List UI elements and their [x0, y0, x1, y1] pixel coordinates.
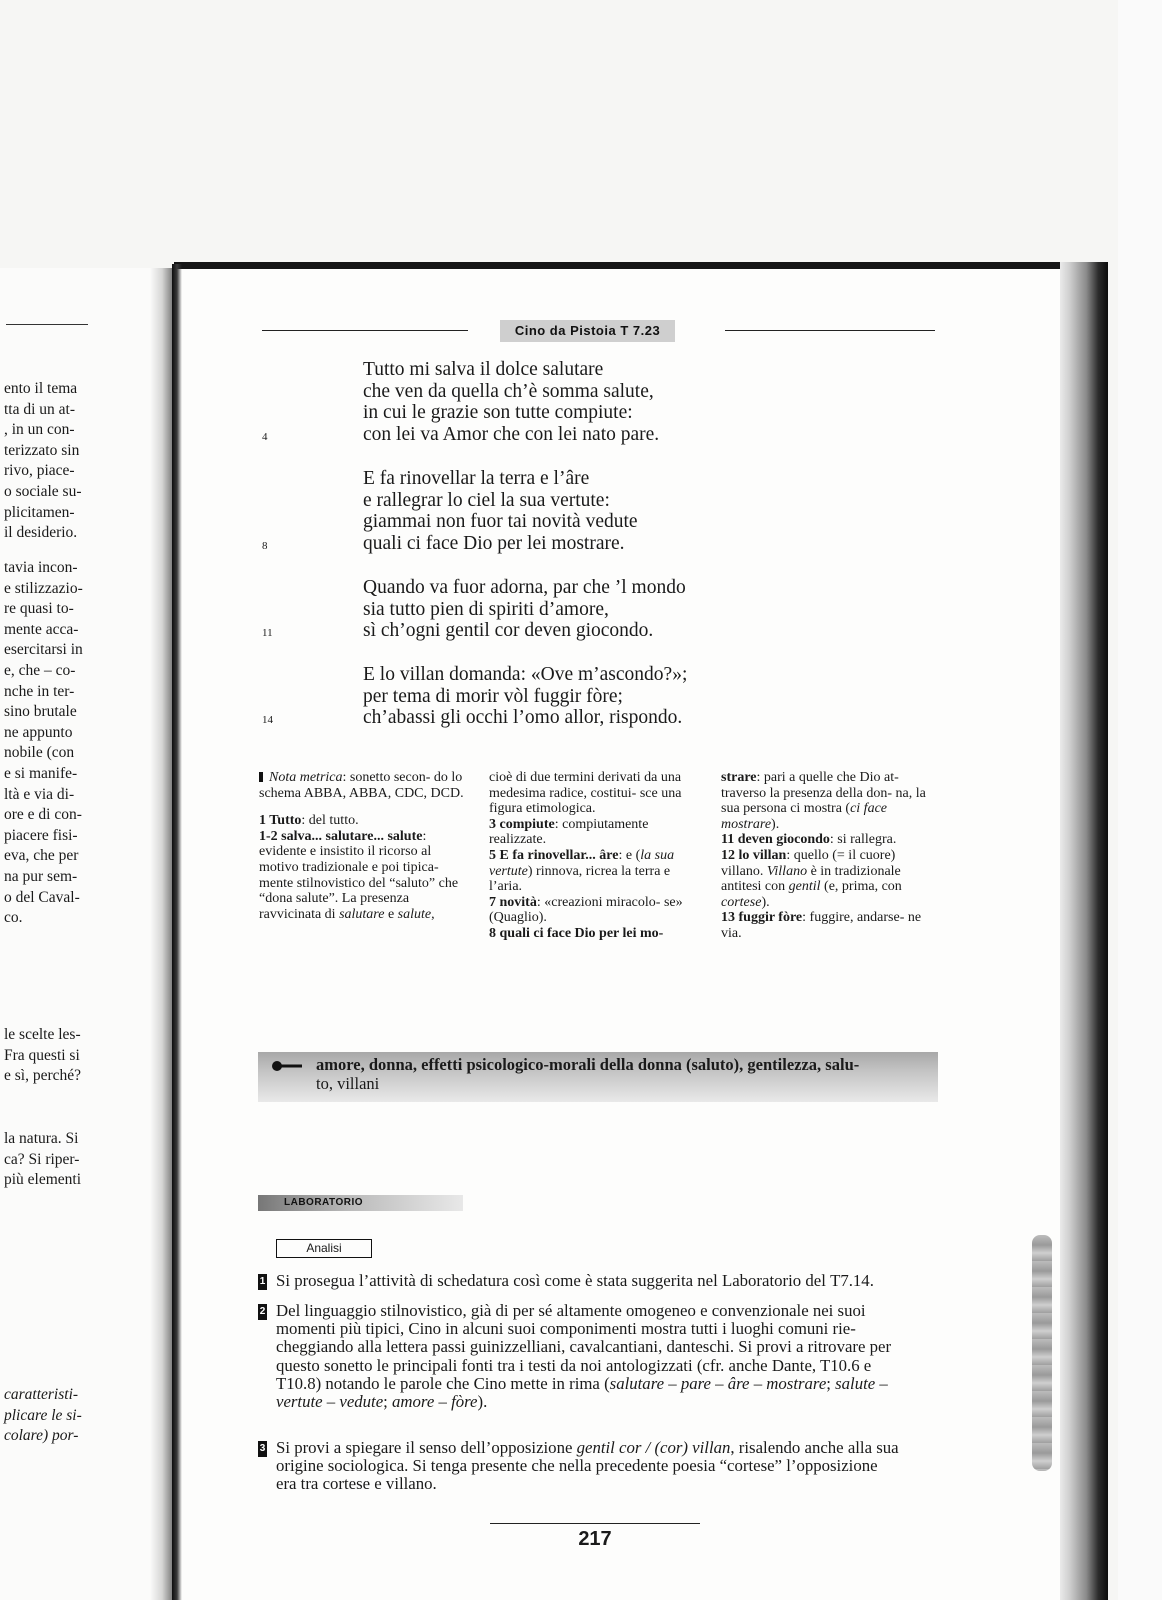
- left-page-line: nobile (con: [4, 744, 75, 762]
- laboratorio-title: LABORATORIO: [258, 1195, 463, 1211]
- left-page-line: na pur sem-: [4, 867, 78, 885]
- text-reference: T7.14: [830, 1271, 870, 1290]
- analisi-section-label: Analisi: [276, 1239, 372, 1258]
- notes-column-1: [259, 770, 466, 922]
- poem-verse: che ven da quella ch’è somma salute,: [363, 380, 654, 402]
- poem-verse: quali ci face Dio per lei mostrare.: [363, 532, 625, 554]
- left-page-line: e, che – co-: [4, 661, 76, 679]
- note-term: 11 deven giocondo: [721, 832, 830, 848]
- note-text: : quello (= il cuore) villano.: [721, 847, 896, 879]
- exercise-text: Del linguaggio stilnovistico, già di per sé altamente omogeneo e convenzionale nei suoi: [276, 1301, 866, 1320]
- note-term: 7 novità: [489, 894, 537, 910]
- left-page-line: le scelte les-: [4, 1026, 81, 1043]
- note-text: : e (: [618, 847, 641, 863]
- left-page-line: e si manife-: [4, 764, 78, 782]
- exercise-text: ).: [477, 1392, 488, 1412]
- note-text: ).: [771, 816, 780, 832]
- note-italic: ci face mostrare: [721, 801, 887, 832]
- poem-verse: per tema di morir vòl fuggir fòre;: [363, 685, 623, 707]
- left-page-line: mente acca-: [4, 620, 79, 638]
- exercise-italic: salute –: [835, 1373, 888, 1393]
- note-term: 13 fuggir fòre: [721, 910, 803, 926]
- notes-column-3: [721, 770, 933, 942]
- note-term: 1-2 salva... salutare... salute: [259, 828, 423, 844]
- keywords-text: [316, 1055, 931, 1093]
- poem-verse: Tutto mi salva il dolce salutare: [363, 359, 604, 380]
- note-text: : si rallegra.: [829, 832, 897, 848]
- note-term: 3 compiute: [489, 816, 555, 832]
- left-page-line: rivo, piace-: [4, 462, 75, 480]
- paper-edge: [1118, 0, 1162, 1600]
- exercise-italic: amore – fòre: [392, 1392, 478, 1412]
- poem-verse: sia tutto pien di spiriti d’amore,: [363, 598, 609, 620]
- poem-verse: con lei va Amor che con lei nato pare.: [363, 423, 660, 445]
- exercise-italic: gentil cor / (cor) villan: [576, 1438, 731, 1457]
- left-page-line: tta di un at-: [4, 400, 76, 418]
- left-page-line: colare) por-: [4, 1427, 79, 1445]
- exercise-text: T10.8) notando le parole che Cino mette in rima (: [276, 1373, 610, 1393]
- exercise-text: era tra cortese e villano.: [276, 1474, 437, 1494]
- left-page-line: , in un con-: [4, 421, 75, 439]
- left-page-line: ltà e via di-: [4, 785, 75, 803]
- left-page-line: ne appunto: [4, 723, 73, 741]
- left-page-line: tavia incon-: [4, 559, 78, 576]
- left-page-line: piacere fisi-: [4, 826, 78, 844]
- poem-verse: Quando va fuor adorna, par che ’l mondo: [363, 577, 686, 598]
- exercise-text: origine sociologica. Si tenga presente che nella precedente poesia “cortese” l’opposizione: [276, 1456, 878, 1476]
- exercise-text: , risalendo anche alla sua: [730, 1438, 899, 1457]
- left-page-line: ca? Si riper-: [4, 1150, 80, 1168]
- left-page-line: e stilizzazio-: [4, 579, 83, 597]
- note-text: ) rinnova, ricrea la terra e l’aria.: [489, 863, 671, 895]
- exercise-3: [276, 1439, 936, 1494]
- poem-verse: sì ch’ogni gentil cor deven giocondo.: [363, 620, 654, 641]
- exercise-text: questo sonetto le principali fonti tra i testi da noi antologizzati (cfr. anche Dante, T10.6 e: [276, 1355, 872, 1375]
- running-head: Cino da Pistoia T 7.23: [500, 320, 675, 342]
- bullet-icon: [259, 772, 263, 782]
- footer-rule: [490, 1523, 700, 1524]
- poem-verse: ch’abassi gli occhi l’omo allor, rispondo.: [363, 707, 683, 728]
- poem-stanza-1: [363, 359, 659, 445]
- exercise-text: .: [869, 1271, 874, 1290]
- verse-number: 8: [262, 540, 268, 552]
- page-number: 217: [578, 1528, 612, 1550]
- exercise-2: [276, 1302, 936, 1411]
- left-page-line: caratteristi-: [4, 1386, 79, 1403]
- exercise-text: ;: [826, 1373, 836, 1393]
- left-page-line: terizzato sin: [4, 441, 80, 459]
- left-page-line: ento il tema: [4, 380, 78, 397]
- poem-verse: in cui le grazie son tutte compiute:: [363, 402, 633, 423]
- note-term: strare: [721, 770, 757, 785]
- left-page-line: plicitamen-: [4, 503, 75, 521]
- page-spine-shadow: [172, 264, 182, 1600]
- note-text: ,: [431, 906, 435, 922]
- note-text: e: [384, 906, 398, 922]
- left-page-block-5: [4, 1385, 82, 1447]
- poem-stanza-3: [363, 577, 686, 642]
- poem-verse: e rallegrar lo ciel la sua vertute:: [363, 489, 610, 511]
- exercise-text: momenti più tipici, Cino in alcuni suoi componimenti mostra tutti i luoghi comuni rie-: [276, 1319, 856, 1339]
- note-text: : pari a quelle che Dio at- traverso la presenza della don- na, la sua persona ci mostra (: [721, 770, 926, 817]
- poem-stanza-4: [363, 664, 687, 729]
- note-text: : del tutto.: [301, 813, 359, 829]
- verse-number: 14: [262, 714, 273, 726]
- exercise-number: 2: [258, 1304, 267, 1320]
- left-page-line: re quasi to-: [4, 600, 74, 618]
- left-page-line: la natura. Si: [4, 1130, 79, 1147]
- note-text: : evidente e insistito il ricorso al motivo tradizionale e poi tipica- mente stilnovistico del “saluto” che “dona salute”. La presenza ravvicinata di: [259, 828, 459, 922]
- note-italic: Villano: [766, 863, 808, 879]
- page-right-edge-shadow: [1060, 262, 1108, 1600]
- note-text: cioè di due termini derivati da una medesima radice, costitui- sce una figura etimologica.: [489, 770, 682, 817]
- poem-stanza-2: [363, 468, 638, 554]
- exercise-number: 1: [258, 1274, 267, 1290]
- note-italic: salutare: [339, 906, 385, 922]
- note-italic: gentil: [788, 879, 821, 895]
- left-page-line: co.: [4, 909, 23, 927]
- left-page-line: più elementi: [4, 1171, 82, 1189]
- exercise-italic: vertute – vedute: [276, 1392, 384, 1412]
- poem-verse: giammai non fuor tai novità vedute: [363, 511, 638, 532]
- note-term: 5 E fa rinovellar... âre: [489, 847, 619, 863]
- notes-column-2: [489, 770, 699, 942]
- note-italic: la sua vertute: [489, 847, 675, 879]
- keywords-line: to, villani: [316, 1074, 380, 1093]
- left-page-line: esercitarsi in: [4, 641, 83, 659]
- note-term: 12 lo villan: [721, 847, 787, 863]
- left-page-line: e sì, perché?: [4, 1067, 82, 1085]
- verse-number: 11: [262, 627, 273, 639]
- exercise-text: ;: [383, 1392, 393, 1412]
- left-page: [0, 268, 172, 1600]
- note-text: ).: [761, 894, 770, 910]
- left-page-line: eva, che per: [4, 847, 79, 865]
- note-text: è in tradizionale antitesi con: [721, 863, 901, 895]
- header-rule-right: [725, 330, 935, 331]
- thumb-index-tab: [1032, 1235, 1052, 1471]
- left-page-line: o sociale su-: [4, 482, 82, 500]
- left-page-rule: [6, 324, 88, 325]
- exercise-italic: salutare – pare – âre – mostrare: [609, 1373, 827, 1393]
- note-term: 1 Tutto: [259, 813, 302, 829]
- left-page-block-2: [4, 558, 83, 929]
- exercise-text: Si prosegua l’attività di schedatura così come è stata suggerita nel Laboratorio del: [276, 1271, 831, 1290]
- note-italic: cortese: [721, 894, 762, 910]
- header-rule-left: [262, 330, 468, 331]
- note-italic: salute: [397, 906, 432, 922]
- left-page-line: Fra questi si: [4, 1046, 80, 1064]
- left-page-line: nche in ter-: [4, 682, 75, 700]
- poem-verse: E lo villan domanda: «Ove m’ascondo?»;: [363, 664, 688, 685]
- poem-verse: E fa rinovellar la terra e l’âre: [363, 468, 590, 489]
- note-text: : «creazioni miracolo- se» (Quaglio).: [489, 894, 683, 926]
- left-page-line: il desiderio.: [4, 524, 78, 542]
- note-term: 8 quali ci face Dio per lei mo-: [489, 925, 664, 941]
- note-text: : compiutamente realizzate.: [489, 816, 649, 848]
- metric-note-label: Nota metrica: [269, 770, 343, 785]
- keywords-line: amore, donna, effetti psicologico-morali della donna (saluto), gentilezza, salu-: [316, 1055, 860, 1074]
- exercise-text: cheggiando alla lettera passi guinizzelliani, cavalcantiani, danteschi. Si provi a ritrovare per: [276, 1337, 892, 1357]
- verse-number: 4: [262, 431, 268, 443]
- left-page-block-1: [4, 379, 81, 544]
- left-page-line: ore e di con-: [4, 806, 82, 824]
- left-page-line: sino brutale: [4, 703, 77, 721]
- exercise-number: 3: [258, 1441, 267, 1457]
- exercise-1: [276, 1272, 936, 1290]
- left-page-line: o del Caval-: [4, 888, 80, 906]
- page-top-border: [174, 262, 1108, 269]
- key-icon: [270, 1058, 306, 1074]
- note-text: : fuggire, andarse- ne via.: [721, 910, 922, 941]
- exercise-text: Si provi a spiegare il senso dell’opposizione: [276, 1438, 577, 1457]
- metric-note-text: : sonetto secon- do lo schema ABBA, ABBA, CDC, DCD.: [259, 770, 464, 801]
- left-page-block-3: [4, 1025, 81, 1087]
- note-text: (e, prima, con: [820, 879, 902, 895]
- left-page-block-4: [4, 1129, 81, 1191]
- left-page-line: plicare le si-: [4, 1406, 82, 1424]
